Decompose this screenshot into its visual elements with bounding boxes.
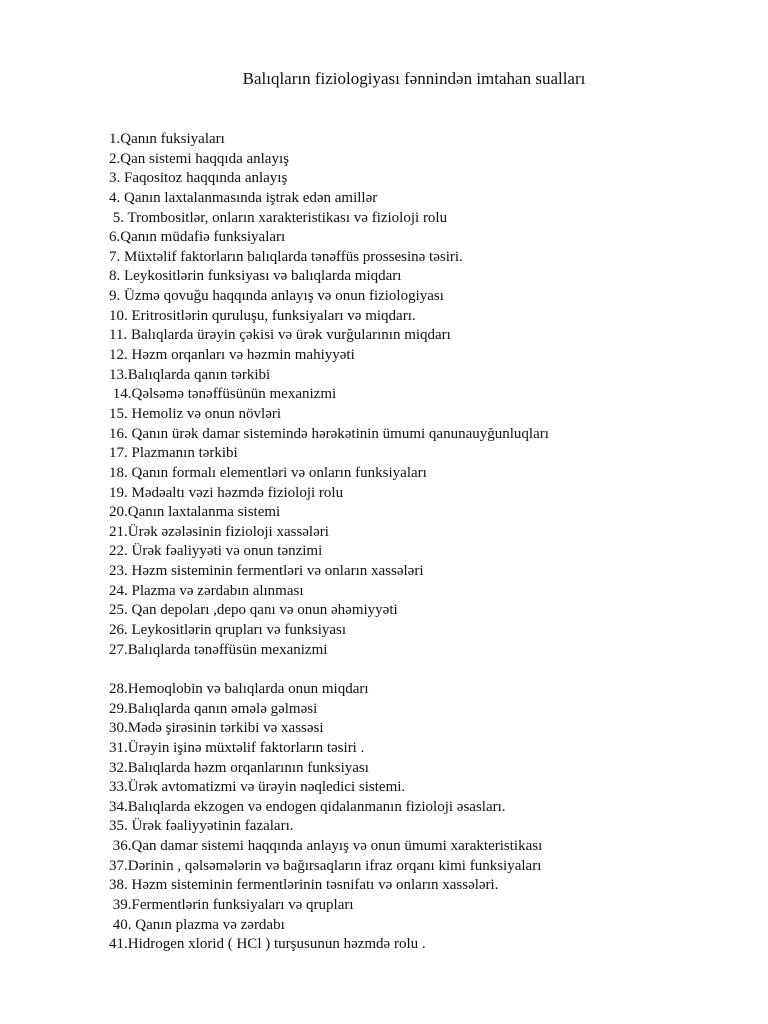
question-item: 12. Həzm orqanları və həzmin mahiyyəti [109,347,355,364]
question-item: 6.Qanın müdafiə funksiyaları [109,229,286,246]
question-item: 9. Üzmə qovuğu haqqında anlayış və onun fiziologiyası [109,288,444,305]
question-item: 8. Leykositlərin funksiyası və balıqlarda miqdarı [109,268,402,285]
question-item: 34.Balıqlarda ekzogen və endogen qidalanmanın fizioloji əsasları. [109,798,506,815]
question-item: 36.Qan damar sistemi haqqında anlayış və onun ümumi xarakteristikası [109,838,543,855]
question-item: 15. Hemoliz və onun növləri [109,405,282,422]
question-item: 11. Balıqlarda ürəyin çəkisi və ürək vurğularının miqdarı [109,327,451,344]
question-item: 2.Qan sistemi haqqıda anlayış [109,150,289,167]
question-item: 3. Faqositoz haqqında anlayış [109,170,288,187]
question-item: 14.Qəlsəmə tənəffüsünün mexanizmi [109,386,337,403]
question-item: 20.Qanın laxtalanma sistemi [109,504,281,521]
document-title: Balıqların fiziologiyası fənnindən imtahan sualları [242,69,586,88]
blank-line [109,660,549,680]
question-item: 28.Hemoqlobin və balıqlarda onun miqdarı [109,680,369,697]
question-item: 39.Fermentlərin funksiyaları və qrupları [109,896,354,913]
question-item: 18. Qanın formalı elementləri və onların funksiyaları [109,464,427,481]
question-item: 27.Balıqlarda tənəffüsün mexanizmi [109,641,328,658]
question-item: 17. Plazmanın tərkibi [109,445,238,462]
question-item: 4. Qanın laxtalanmasında iştrak edən amillər [109,189,378,206]
question-item: 37.Dərinin , qəlsəmələrin və bağırsaqların ifraz orqanı kimi funksiyaları [109,857,542,874]
question-item: 31.Ürəyin işinə müxtəlif faktorların təsiri . [109,739,365,756]
question-item: 13.Balıqlarda qanın tərkibi [109,366,271,383]
question-item: 5. Trombositlər, onların xarakteristikası və fizioloji rolu [109,209,448,226]
question-item: 38. Həzm sisteminin fermentlərinin təsnifatı və onların xassələri. [109,877,499,894]
question-item: 19. Mədəaltı vəzi həzmdə fizioloji rolu [109,484,344,501]
question-item: 10. Eritrositlərin quruluşu, funksiyaları və miqdarı. [109,307,416,324]
question-item: 24. Plazma və zərdabın alınması [109,582,304,599]
question-item: 32.Balıqlarda həzm orqanlarının funksiyası [109,759,369,776]
question-item: 29.Balıqlarda qanın əmələ gəlməsi [109,700,318,717]
question-item: 41.Hidrogen xlorid ( HCl ) turşusunun həzmdə rolu . [109,936,426,953]
question-item: 16. Qanın ürək damar sistemində hərəkətinin ümumi qanunauyğunluqları [109,425,549,442]
question-item: 1.Qanın fuksiyaları [109,131,225,147]
question-item: 35. Ürək fəaliyyətinin fazaları. [109,818,294,835]
question-item: 26. Leykositlərin qrupları və funksiyası [109,622,347,639]
question-list [109,130,549,955]
question-item: 33.Ürək avtomatizmi və ürəyin nəqledici sistemi. [109,779,406,796]
question-item: 7. Müxtəlif faktorların balıqlarda tənəffüs prossesinə təsiri. [109,248,463,265]
question-item: 25. Qan depoları ,depo qanı və onun əhəmiyyəti [109,602,398,619]
question-item: 23. Həzm sisteminin fermentləri və onların xassələri [109,563,424,580]
question-item: 30.Mədə şirəsinin tərkibi və xassəsi [109,720,324,737]
question-item: 21.Ürək əzələsinin fizioloji xassələri [109,523,329,540]
question-item: 40. Qanın plazma və zərdabı [109,916,285,933]
question-item: 22. Ürək fəaliyyəti və onun tənzimi [109,543,323,560]
